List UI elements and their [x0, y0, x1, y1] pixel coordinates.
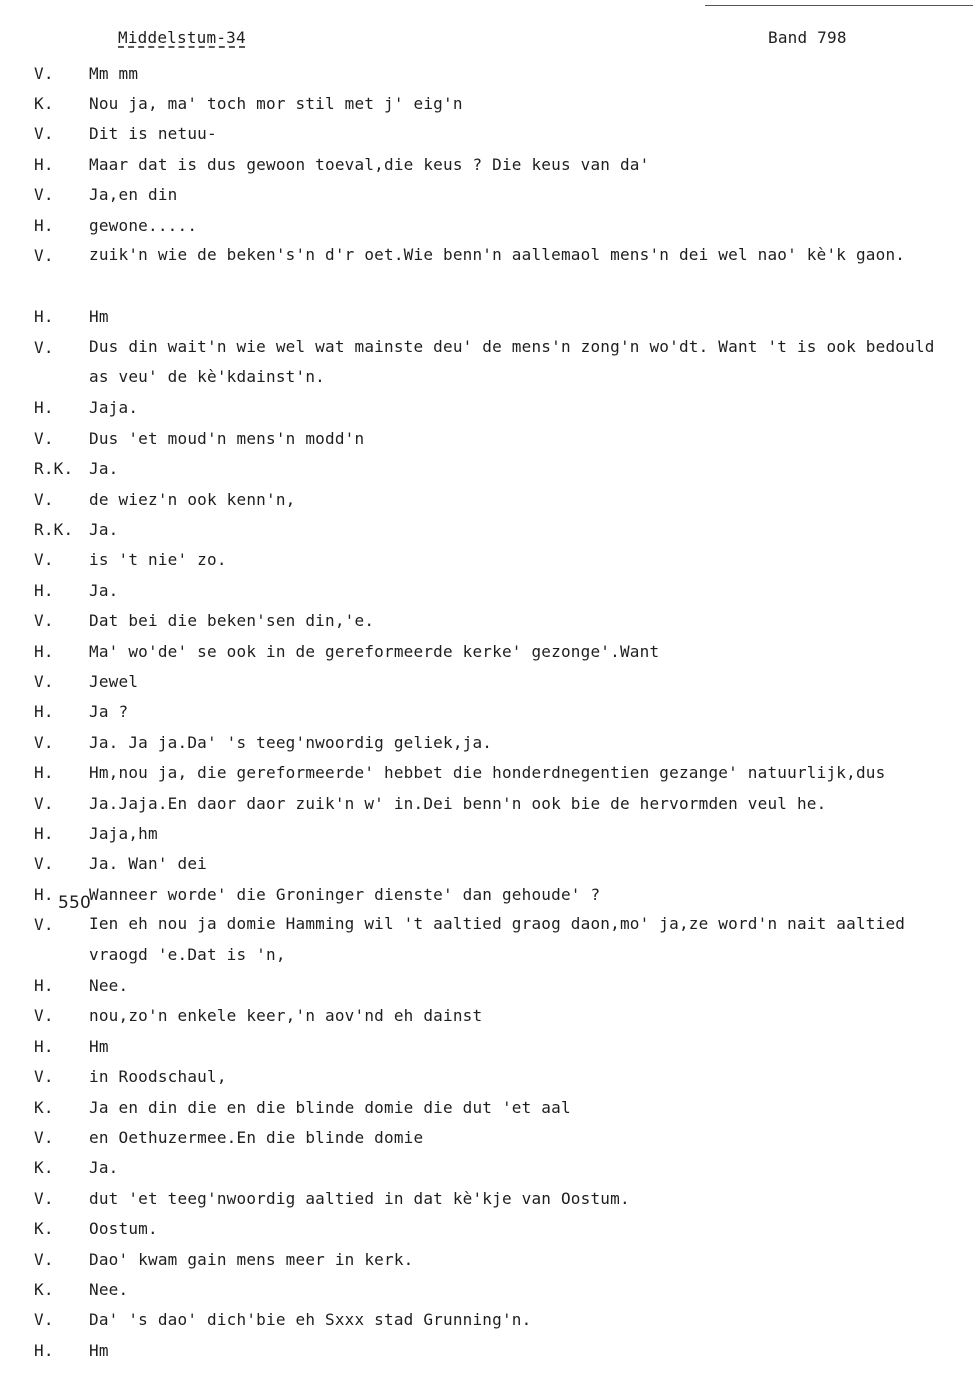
- utterance-text: Dus 'et moud'n mens'n modd'n: [89, 428, 365, 448]
- speaker-label: V.: [34, 489, 54, 509]
- utterance-text: Nou ja, ma' toch mor stil met j' eig'n: [89, 94, 463, 114]
- utterance-text: nou,zo'n enkele keer,'n aov'nd eh dainst: [89, 1006, 483, 1026]
- speaker-label: H.: [34, 823, 54, 843]
- transcript-row: [34, 58, 964, 88]
- utterance-text: Nee.: [89, 976, 129, 996]
- transcript-row: [34, 119, 964, 149]
- utterance-text: Ja.: [89, 519, 119, 539]
- utterance-text: in Roodschaul,: [89, 1067, 227, 1087]
- utterance-text: Ja.: [89, 580, 119, 600]
- speaker-label: V.: [34, 246, 54, 266]
- speaker-label: K.: [34, 1219, 54, 1239]
- speaker-label: V.: [34, 671, 54, 691]
- top-rule: [705, 5, 973, 6]
- speaker-label: K.: [34, 94, 54, 114]
- transcript-row: [34, 909, 964, 970]
- utterance-text: Ja. Wan' dei: [89, 854, 207, 874]
- speaker-label: H.: [34, 580, 54, 600]
- transcript-row: [34, 636, 964, 666]
- utterance-text: Ja.: [89, 459, 119, 479]
- speaker-label: V.: [34, 550, 54, 570]
- speaker-label: V.: [34, 1006, 54, 1026]
- utterance-text: Hm: [89, 1340, 109, 1360]
- utterance-text: dut 'et teeg'nwoordig aaltied in dat kè'kje van Oostum.: [89, 1188, 630, 1208]
- transcript-row: [34, 666, 964, 696]
- transcript-row: [34, 301, 964, 331]
- speaker-label: V.: [34, 1310, 54, 1330]
- transcript-row: [34, 1183, 964, 1213]
- utterance-text: Da' 's dao' dich'bie eh Sxxx stad Grunning'n.: [89, 1310, 532, 1330]
- utterance-text: Ja. Ja ja.Da' 's teeg'nwoordig geliek,ja.: [89, 732, 493, 752]
- speaker-label: V.: [34, 185, 54, 205]
- transcript-row: [34, 879, 964, 909]
- utterance-text: Ja.: [89, 1158, 119, 1178]
- transcript-row: [34, 1335, 964, 1365]
- utterance-text: Maar dat is dus gewoon toeval,die keus ? Die keus van da': [89, 154, 650, 174]
- speaker-label: H.: [34, 1036, 54, 1056]
- transcript-row: [34, 727, 964, 757]
- speaker-label: V.: [34, 732, 54, 752]
- utterance-text: Jaja.: [89, 398, 139, 418]
- transcript-row: [34, 149, 964, 179]
- transcript-row: [34, 1214, 964, 1244]
- line-number: 550: [58, 893, 92, 913]
- speaker-label: K.: [34, 1097, 54, 1117]
- transcript-row: [34, 1062, 964, 1092]
- speaker-label: V.: [34, 63, 54, 83]
- speaker-label: H.: [34, 641, 54, 661]
- speaker-label: V.: [34, 1128, 54, 1148]
- speaker-label: V.: [34, 793, 54, 813]
- utterance-text: Hm: [89, 307, 109, 327]
- transcript-row: [34, 1274, 964, 1304]
- utterance-text: Ja en din die en die blinde domie die dut 'et aal: [89, 1097, 571, 1117]
- utterance-text: Hm,nou ja, die gereformeerde' hebbet die honderdnegentien gezange' natuurlijk,dus: [89, 763, 886, 783]
- speaker-label: H.: [34, 398, 54, 418]
- speaker-label: H.: [34, 976, 54, 996]
- transcript-row: [34, 88, 964, 118]
- transcript-row: [34, 1244, 964, 1274]
- transcript-row: [34, 545, 964, 575]
- speaker-label: V.: [34, 611, 54, 631]
- transcript-row: [34, 788, 964, 818]
- utterance-text: Jaja,hm: [89, 823, 158, 843]
- utterance-text: Ma' wo'de' se ook in de gereformeerde kerke' gezonge'.Want: [89, 641, 660, 661]
- speaker-label: V.: [34, 915, 54, 935]
- speaker-label: K.: [34, 1279, 54, 1299]
- speaker-label: K.: [34, 1158, 54, 1178]
- speaker-label: V.: [34, 337, 54, 357]
- transcript-row: [34, 332, 964, 393]
- utterance-text: Mm mm: [89, 63, 139, 83]
- speaker-label: H.: [34, 763, 54, 783]
- transcript-row: [34, 180, 964, 210]
- transcript-row: [34, 1001, 964, 1031]
- utterance-text: Jewel: [89, 671, 139, 691]
- transcript-row: [34, 210, 964, 240]
- header-location: Middelstum-34: [118, 28, 246, 47]
- transcript-row: [34, 1031, 964, 1061]
- speaker-label: H.: [34, 307, 54, 327]
- transcript-row: [34, 393, 964, 423]
- transcript-row: [34, 1305, 964, 1335]
- transcript-row: [34, 849, 964, 879]
- speaker-label: H.: [34, 884, 54, 904]
- speaker-label: H.: [34, 1340, 54, 1360]
- utterance-text: Dat bei die beken'sen din,'e.: [89, 611, 375, 631]
- transcript-row: [34, 757, 964, 787]
- utterance-text: Dit is netuu-: [89, 124, 217, 144]
- utterance-text: is 't nie' zo.: [89, 550, 227, 570]
- utterance-text: Ja ?: [89, 702, 129, 722]
- speaker-label: V.: [34, 1188, 54, 1208]
- transcript-row: [34, 514, 964, 544]
- utterance-text: Wanneer worde' die Groninger dienste' dan gehoude' ?: [89, 884, 601, 904]
- header-band: Band 798: [768, 28, 847, 47]
- utterance-text: gewone.....: [89, 215, 198, 235]
- speaker-label: V.: [34, 854, 54, 874]
- speaker-label: H.: [34, 702, 54, 722]
- speaker-label: R.K.: [34, 519, 74, 539]
- transcript-row: [34, 1092, 964, 1122]
- utterance-text: en Oethuzermee.En die blinde domie: [89, 1128, 424, 1148]
- speaker-label: V.: [34, 124, 54, 144]
- transcript-row: [34, 575, 964, 605]
- utterance-text: Dao' kwam gain mens meer in kerk.: [89, 1249, 414, 1269]
- speaker-label: V.: [34, 1249, 54, 1269]
- transcript-row: [34, 605, 964, 635]
- utterance-text: Hm: [89, 1036, 109, 1056]
- transcript-row: [34, 1122, 964, 1152]
- speaker-label: H.: [34, 154, 54, 174]
- transcript-row: [34, 423, 964, 453]
- transcript-row: [34, 454, 964, 484]
- utterance-text: Oostum.: [89, 1219, 158, 1239]
- transcript-row: [34, 484, 964, 514]
- utterance-text: Ja.Jaja.En daor daor zuik'n w' in.Dei benn'n ook bie de hervormden veul he.: [89, 793, 827, 813]
- utterance-text: Ja,en din: [89, 185, 178, 205]
- utterance-text: Nee.: [89, 1279, 129, 1299]
- utterance-text: zuik'n wie de beken's'n d'r oet.Wie benn'n aallemaol mens'n dei wel nao' kè'k gaon.: [89, 245, 906, 265]
- transcript-row: [34, 818, 964, 848]
- speaker-label: V.: [34, 1067, 54, 1087]
- transcript-row: [34, 697, 964, 727]
- transcript-row: [34, 240, 964, 301]
- transcript-rows: [34, 58, 964, 1365]
- transcript-row: [34, 970, 964, 1000]
- speaker-label: V.: [34, 428, 54, 448]
- utterance-text: de wiez'n ook kenn'n,: [89, 489, 296, 509]
- transcript-row: [34, 1153, 964, 1183]
- utterance-text: Ien eh nou ja domie Hamming wil 't aaltied graog daon,mo' ja,ze word'n nait aaltied vraogd 'e.Dat is 'n,: [89, 914, 906, 964]
- utterance-text: Dus din wait'n wie wel wat mainste deu' de mens'n zong'n wo'dt. Want 't is ook bedould as veu' de kè'kdainst'n.: [89, 336, 935, 387]
- speaker-label: H.: [34, 215, 54, 235]
- speaker-label: R.K.: [34, 459, 74, 479]
